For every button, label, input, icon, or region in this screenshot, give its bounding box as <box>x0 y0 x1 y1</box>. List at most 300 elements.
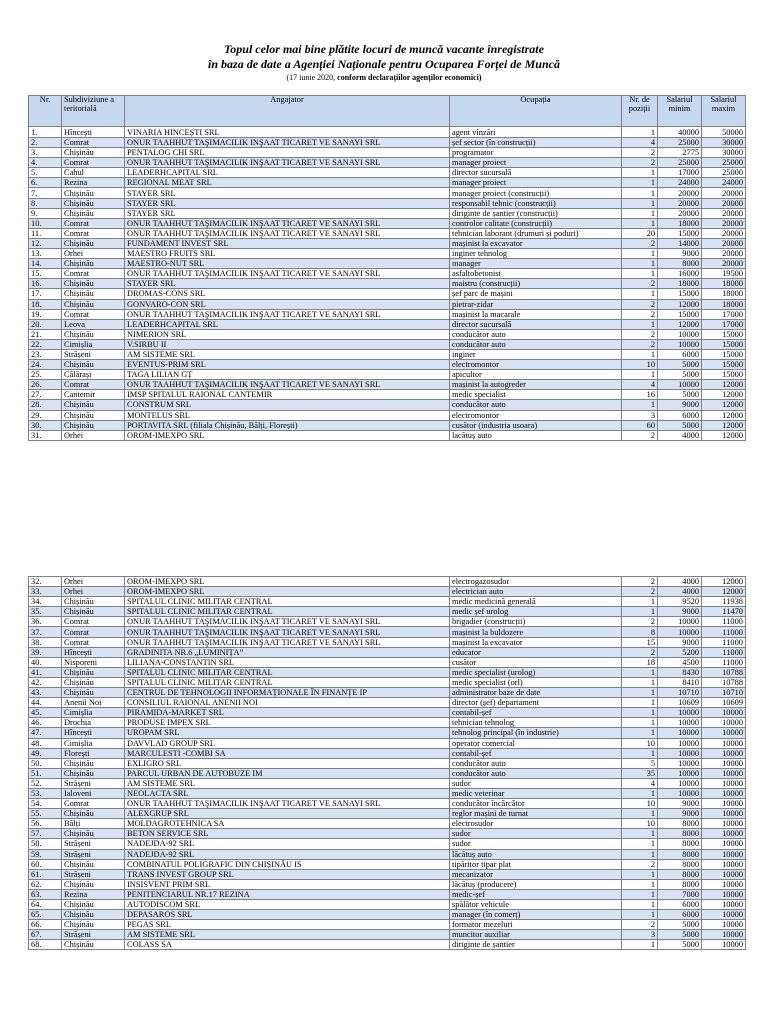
cell-ocupatia: electrosudor <box>450 819 622 829</box>
cell-pozitii: 1 <box>622 849 658 859</box>
table-row <box>29 410 746 420</box>
cell-pozitii: 1 <box>622 879 658 889</box>
cell-nr: 67. <box>29 930 62 940</box>
table-row <box>29 637 746 647</box>
cell-subdiviziune: Comrat <box>62 637 125 647</box>
cell-ocupatia: lăcătuș auto <box>450 849 622 859</box>
cell-salariu-maxim: 10000 <box>702 728 746 738</box>
cell-nr: 39. <box>29 647 62 657</box>
cell-ocupatia: sudor <box>450 829 622 839</box>
cell-subdiviziune: Cimișlia <box>62 708 125 718</box>
table-row <box>29 370 746 380</box>
cell-salariu-maxim: 12000 <box>702 380 746 390</box>
cell-nr: 9. <box>29 208 62 218</box>
table-row <box>29 587 746 597</box>
cell-subdiviziune: Hîncești <box>62 647 125 657</box>
cell-subdiviziune: Călărași <box>62 370 125 380</box>
cell-subdiviziune: Comrat <box>62 799 125 809</box>
cell-salariu-maxim: 10000 <box>702 708 746 718</box>
cell-pozitii: 2 <box>622 238 658 248</box>
cell-subdiviziune: Orhei <box>62 430 125 440</box>
cell-ocupatia: manager proiect (construcții) <box>450 188 622 198</box>
cell-pozitii: 8 <box>622 627 658 637</box>
table-row <box>29 809 746 819</box>
table-row <box>29 778 746 788</box>
document-header <box>0 42 768 83</box>
cell-pozitii: 1 <box>622 597 658 607</box>
cell-ocupatia: mașinist la macarale <box>450 309 622 319</box>
cell-ocupatia: șef parc de mașini <box>450 289 622 299</box>
cell-ocupatia: manager (în comerț) <box>450 910 622 920</box>
cell-ocupatia: diriginte de șantier (construcții) <box>450 208 622 218</box>
col-header-ocupatia: Ocupația <box>450 96 622 127</box>
cell-ocupatia: medic medicină generală <box>450 597 622 607</box>
cell-nr: 30. <box>29 420 62 430</box>
cell-ocupatia: tehnolog principal (în industrie) <box>450 728 622 738</box>
cell-ocupatia: conducător auto <box>450 758 622 768</box>
cell-ocupatia: sudor <box>450 839 622 849</box>
cell-salariu-minim: 10609 <box>658 698 702 708</box>
cell-salariu-maxim: 15000 <box>702 349 746 359</box>
cell-salariu-maxim: 10000 <box>702 910 746 920</box>
cell-subdiviziune: Chișinău <box>62 688 125 698</box>
cell-salariu-maxim: 11000 <box>702 657 746 667</box>
cell-pozitii: 1 <box>622 809 658 819</box>
cell-ocupatia: cusător <box>450 657 622 667</box>
cell-subdiviziune: Chișinău <box>62 299 125 309</box>
cell-nr: 60. <box>29 859 62 869</box>
cell-salariu-maxim: 20000 <box>702 238 746 248</box>
cell-ocupatia: medic șef urolog <box>450 607 622 617</box>
cell-ocupatia: administrator baze de date <box>450 688 622 698</box>
cell-angajator: INSISVENT PRIM SRL <box>125 879 450 889</box>
table-row <box>29 677 746 687</box>
table-row <box>29 788 746 798</box>
cell-salariu-maxim: 10000 <box>702 819 746 829</box>
table-row <box>29 688 746 698</box>
cell-subdiviziune: Comrat <box>62 309 125 319</box>
cell-nr: 42. <box>29 677 62 687</box>
cell-ocupatia: electromontor <box>450 360 622 370</box>
cell-ocupatia: lacătuș auto <box>450 430 622 440</box>
cell-salariu-maxim: 17000 <box>702 309 746 319</box>
table-row <box>29 698 746 708</box>
cell-pozitii: 1 <box>622 269 658 279</box>
cell-nr: 6. <box>29 178 62 188</box>
cell-salariu-maxim: 12000 <box>702 587 746 597</box>
cell-salariu-minim: 5000 <box>658 940 702 950</box>
cell-nr: 49. <box>29 748 62 758</box>
table-row <box>29 657 746 667</box>
cell-angajator: PEGAS SRL <box>125 920 450 930</box>
cell-pozitii: 2 <box>622 309 658 319</box>
cell-pozitii: 2 <box>622 587 658 597</box>
cell-pozitii: 1 <box>622 249 658 259</box>
cell-ocupatia: lăcătuș (producere) <box>450 879 622 889</box>
cell-subdiviziune: Chișinău <box>62 279 125 289</box>
table-row <box>29 198 746 208</box>
table-row <box>29 869 746 879</box>
cell-salariu-minim: 4000 <box>658 587 702 597</box>
cell-ocupatia: muncitor auxiliar <box>450 930 622 940</box>
cell-salariu-maxim: 10000 <box>702 940 746 950</box>
cell-pozitii: 1 <box>622 829 658 839</box>
cell-nr: 15. <box>29 269 62 279</box>
cell-salariu-minim: 10000 <box>658 768 702 778</box>
cell-salariu-minim: 6000 <box>658 900 702 910</box>
cell-subdiviziune: Chișinău <box>62 289 125 299</box>
cell-subdiviziune: Orhei <box>62 249 125 259</box>
cell-pozitii: 10 <box>622 738 658 748</box>
cell-salariu-maxim: 10000 <box>702 799 746 809</box>
cell-subdiviziune: Chișinău <box>62 400 125 410</box>
cell-salariu-maxim: 20000 <box>702 228 746 238</box>
cell-salariu-minim: 8000 <box>658 819 702 829</box>
cell-salariu-maxim: 25000 <box>702 158 746 168</box>
cell-angajator: MONTELUS SRL <box>125 410 450 420</box>
cell-nr: 22. <box>29 339 62 349</box>
cell-salariu-minim: 9000 <box>658 799 702 809</box>
cell-angajator: IMSP SPITALUL RAIONAL CANTEMIR <box>125 390 450 400</box>
cell-salariu-maxim: 10000 <box>702 778 746 788</box>
cell-salariu-maxim: 11470 <box>702 607 746 617</box>
cell-pozitii: 2 <box>622 617 658 627</box>
cell-angajator: MARCULESTI -COMBI SA <box>125 748 450 758</box>
table-row <box>29 577 746 587</box>
cell-ocupatia: formator mezeluri <box>450 920 622 930</box>
cell-pozitii: 1 <box>622 168 658 178</box>
cell-salariu-maxim: 20000 <box>702 198 746 208</box>
cell-ocupatia: mecanizator <box>450 869 622 879</box>
cell-salariu-maxim: 25000 <box>702 168 746 178</box>
table-row <box>29 339 746 349</box>
cell-nr: 50. <box>29 758 62 768</box>
cell-angajator: PRODUSE IMPEX SRL <box>125 718 450 728</box>
table-row <box>29 299 746 309</box>
cell-subdiviziune: Chișinău <box>62 900 125 910</box>
cell-subdiviziune: Chișinău <box>62 259 125 269</box>
cell-salariu-minim: 8410 <box>658 677 702 687</box>
table-row <box>29 859 746 869</box>
cell-salariu-minim: 4500 <box>658 657 702 667</box>
table-row <box>29 420 746 430</box>
cell-salariu-maxim: 10000 <box>702 859 746 869</box>
table-row <box>29 360 746 370</box>
cell-subdiviziune: Orhei <box>62 577 125 587</box>
cell-angajator: REGIONAL MEAT SRL <box>125 178 450 188</box>
table-row <box>29 708 746 718</box>
cell-subdiviziune: Comrat <box>62 158 125 168</box>
cell-salariu-minim: 18000 <box>658 218 702 228</box>
cell-salariu-minim: 10000 <box>658 617 702 627</box>
cell-salariu-minim: 10000 <box>658 339 702 349</box>
cell-salariu-maxim: 11000 <box>702 647 746 657</box>
cell-nr: 28. <box>29 400 62 410</box>
table-row <box>29 667 746 677</box>
cell-ocupatia: tipăritor tipar plat <box>450 859 622 869</box>
cell-ocupatia: asfaltobetonist <box>450 269 622 279</box>
cell-ocupatia: diriginte de șantier <box>450 940 622 950</box>
cell-pozitii: 4 <box>622 380 658 390</box>
cell-ocupatia: contabil-șef <box>450 708 622 718</box>
cell-ocupatia: apicultor <box>450 370 622 380</box>
cell-salariu-minim: 9000 <box>658 607 702 617</box>
cell-ocupatia: controlor calitate (construcții) <box>450 218 622 228</box>
cell-ocupatia: electromontor <box>450 410 622 420</box>
cell-nr: 59. <box>29 849 62 859</box>
cell-ocupatia: medic veterinar <box>450 788 622 798</box>
cell-pozitii: 1 <box>622 788 658 798</box>
cell-subdiviziune: Chișinău <box>62 607 125 617</box>
cell-subdiviziune: Hîncești <box>62 728 125 738</box>
cell-salariu-maxim: 15000 <box>702 370 746 380</box>
cell-angajator: SPITALUL CLINIC MILITAR CENTRAL <box>125 667 450 677</box>
cell-nr: 48. <box>29 738 62 748</box>
cell-nr: 44. <box>29 698 62 708</box>
cell-salariu-maxim: 10000 <box>702 879 746 889</box>
table-row <box>29 329 746 339</box>
cell-subdiviziune: Anenii Noi <box>62 698 125 708</box>
cell-salariu-maxim: 50000 <box>702 127 746 138</box>
cell-pozitii: 1 <box>622 400 658 410</box>
cell-subdiviziune: Comrat <box>62 617 125 627</box>
cell-salariu-maxim: 12000 <box>702 390 746 400</box>
col-header-salariu-maxim: Salariul maxim <box>702 96 746 127</box>
cell-nr: 56. <box>29 819 62 829</box>
cell-nr: 32. <box>29 577 62 587</box>
table-row <box>29 127 746 138</box>
table-row <box>29 718 746 728</box>
cell-ocupatia: programator <box>450 148 622 158</box>
table-row <box>29 930 746 940</box>
cell-salariu-maxim: 10000 <box>702 900 746 910</box>
cell-pozitii: 3 <box>622 410 658 420</box>
cell-nr: 29. <box>29 410 62 420</box>
cell-pozitii: 16 <box>622 390 658 400</box>
cell-nr: 27. <box>29 390 62 400</box>
cell-salariu-minim: 16000 <box>658 269 702 279</box>
cell-subdiviziune: Chișinău <box>62 910 125 920</box>
cell-pozitii: 18 <box>622 657 658 667</box>
jobs-table-part-2 <box>28 576 746 950</box>
cell-angajator: FUNDAMENT INVEST SRL <box>125 238 450 248</box>
table-row <box>29 148 746 158</box>
table-row <box>29 617 746 627</box>
table-row <box>29 627 746 637</box>
cell-ocupatia: mașinist la autogreder <box>450 380 622 390</box>
cell-ocupatia: mașinist la excavator <box>450 637 622 647</box>
cell-angajator: ONUR TAAHHUT TAŞIMACILIK INŞAAT TICARET VE SANAYI SRL <box>125 158 450 168</box>
table-row <box>29 289 746 299</box>
cell-salariu-minim: 2775 <box>658 148 702 158</box>
cell-salariu-minim: 40000 <box>658 127 702 138</box>
cell-angajator: TRANS INVEST GROUP SRL <box>125 869 450 879</box>
cell-nr: 33. <box>29 587 62 597</box>
cell-angajator: AM SISTEME SRL <box>125 349 450 359</box>
cell-pozitii: 2 <box>622 339 658 349</box>
cell-ocupatia: pietrar-zidar <box>450 299 622 309</box>
cell-nr: 10. <box>29 218 62 228</box>
table-row <box>29 940 746 950</box>
cell-angajator: STAYER SRL <box>125 279 450 289</box>
cell-salariu-maxim: 20000 <box>702 249 746 259</box>
cell-pozitii: 3 <box>622 930 658 940</box>
cell-salariu-maxim: 30000 <box>702 148 746 158</box>
table-header-row <box>29 96 746 127</box>
table-row <box>29 218 746 228</box>
cell-ocupatia: electrician auto <box>450 587 622 597</box>
cell-salariu-maxim: 10000 <box>702 718 746 728</box>
cell-salariu-minim: 4000 <box>658 577 702 587</box>
cell-pozitii: 2 <box>622 647 658 657</box>
cell-subdiviziune: Strășeni <box>62 349 125 359</box>
cell-salariu-maxim: 11938 <box>702 597 746 607</box>
cell-subdiviziune: Comrat <box>62 627 125 637</box>
cell-angajator: OROM-IMEXPO SRL <box>125 430 450 440</box>
cell-subdiviziune: Hîncești <box>62 127 125 138</box>
cell-pozitii: 1 <box>622 607 658 617</box>
table-row <box>29 259 746 269</box>
cell-salariu-minim: 20000 <box>658 198 702 208</box>
table-row <box>29 208 746 218</box>
cell-nr: 35. <box>29 607 62 617</box>
cell-salariu-minim: 12000 <box>658 299 702 309</box>
cell-angajator: OROM-IMEXPO SRL <box>125 577 450 587</box>
cell-angajator: COLASS SA <box>125 940 450 950</box>
cell-pozitii: 35 <box>622 768 658 778</box>
cell-salariu-maxim: 20000 <box>702 208 746 218</box>
cell-salariu-maxim: 12000 <box>702 410 746 420</box>
cell-pozitii: 2 <box>622 920 658 930</box>
cell-salariu-maxim: 10000 <box>702 829 746 839</box>
cell-nr: 65. <box>29 910 62 920</box>
cell-nr: 36. <box>29 617 62 627</box>
subtitle-source: conform declarațiilor agenților economici) <box>337 73 482 82</box>
cell-nr: 25. <box>29 370 62 380</box>
col-header-nr: Nr. <box>29 96 62 127</box>
cell-subdiviziune: Strășeni <box>62 869 125 879</box>
cell-nr: 53. <box>29 788 62 798</box>
table-row <box>29 607 746 617</box>
cell-ocupatia: educator <box>450 647 622 657</box>
cell-subdiviziune: Strășeni <box>62 930 125 940</box>
cell-angajator: PENTALOG CHI SRL <box>125 148 450 158</box>
cell-subdiviziune: Chișinău <box>62 667 125 677</box>
cell-salariu-maxim: 20000 <box>702 218 746 228</box>
cell-salariu-minim: 10000 <box>658 728 702 738</box>
cell-ocupatia: spălător vehicule <box>450 900 622 910</box>
cell-angajator: OROM-IMEXPO SRL <box>125 587 450 597</box>
cell-angajator: LEADERHCAPITAL SRL <box>125 319 450 329</box>
cell-nr: 18. <box>29 299 62 309</box>
table-row <box>29 900 746 910</box>
cell-pozitii: 5 <box>622 758 658 768</box>
table-row <box>29 158 746 168</box>
table-row <box>29 400 746 410</box>
cell-angajator: SPITALUL CLINIC MILITAR CENTRAL <box>125 597 450 607</box>
cell-salariu-maxim: 30000 <box>702 138 746 148</box>
cell-ocupatia: inginer tehnolog <box>450 249 622 259</box>
table-row <box>29 178 746 188</box>
cell-salariu-maxim: 10788 <box>702 667 746 677</box>
cell-ocupatia: cusător (industria usoara) <box>450 420 622 430</box>
cell-pozitii: 1 <box>622 718 658 728</box>
cell-ocupatia: tehnician laborant (drumuri și poduri) <box>450 228 622 238</box>
cell-ocupatia: responsabil tehnic (construcții) <box>450 198 622 208</box>
cell-salariu-maxim: 10000 <box>702 849 746 859</box>
cell-angajator: ONUR TAAHHUT TAŞIMACILIK INŞAAT TICARET VE SANAYI SRL <box>125 617 450 627</box>
table-row <box>29 768 746 778</box>
cell-pozitii: 1 <box>622 728 658 738</box>
cell-angajator: ONUR TAAHHUT TAŞIMACILIK INŞAAT TICARET VE SANAYI SRL <box>125 380 450 390</box>
cell-angajator: ALEXGRUP SRL <box>125 809 450 819</box>
cell-salariu-minim: 9000 <box>658 809 702 819</box>
table-row <box>29 647 746 657</box>
cell-subdiviziune: Strășeni <box>62 849 125 859</box>
table-row <box>29 168 746 178</box>
cell-pozitii: 1 <box>622 839 658 849</box>
cell-salariu-minim: 10710 <box>658 688 702 698</box>
cell-ocupatia: conducător auto <box>450 400 622 410</box>
cell-subdiviziune: Chișinău <box>62 597 125 607</box>
cell-angajator: LEADERHCAPITAL SRL <box>125 168 450 178</box>
cell-subdiviziune: Cahul <box>62 168 125 178</box>
cell-salariu-maxim: 17000 <box>702 319 746 329</box>
cell-pozitii: 2 <box>622 859 658 869</box>
cell-salariu-minim: 4000 <box>658 430 702 440</box>
table-row <box>29 849 746 859</box>
cell-salariu-maxim: 10000 <box>702 839 746 849</box>
cell-nr: 21. <box>29 329 62 339</box>
cell-salariu-maxim: 11000 <box>702 617 746 627</box>
cell-angajator: DEPASAROS SRL <box>125 910 450 920</box>
cell-ocupatia: manager proiect <box>450 178 622 188</box>
cell-nr: 52. <box>29 778 62 788</box>
cell-salariu-maxim: 10710 <box>702 688 746 698</box>
cell-salariu-minim: 5200 <box>658 647 702 657</box>
cell-pozitii: 4 <box>622 778 658 788</box>
cell-nr: 26. <box>29 380 62 390</box>
cell-salariu-minim: 10000 <box>658 380 702 390</box>
cell-salariu-minim: 15000 <box>658 228 702 238</box>
cell-pozitii: 10 <box>622 819 658 829</box>
subtitle <box>0 73 768 83</box>
cell-salariu-minim: 18000 <box>658 279 702 289</box>
cell-angajator: COMBINATUL POLIGRAFIC DIN CHIȘINĂU IS <box>125 859 450 869</box>
cell-salariu-minim: 10000 <box>658 788 702 798</box>
cell-angajator: PIRAMIDA-MARKET SRL <box>125 708 450 718</box>
cell-nr: 8. <box>29 198 62 208</box>
cell-salariu-minim: 17000 <box>658 168 702 178</box>
table-row <box>29 349 746 359</box>
cell-nr: 46. <box>29 718 62 728</box>
cell-nr: 64. <box>29 900 62 910</box>
cell-pozitii: 10 <box>622 799 658 809</box>
cell-angajator: MAESTRO-NUT SRL <box>125 259 450 269</box>
table-row <box>29 390 746 400</box>
cell-subdiviziune: Chișinău <box>62 829 125 839</box>
cell-nr: 20. <box>29 319 62 329</box>
cell-pozitii: 60 <box>622 420 658 430</box>
table-row <box>29 597 746 607</box>
cell-nr: 2. <box>29 138 62 148</box>
cell-salariu-minim: 10000 <box>658 778 702 788</box>
cell-subdiviziune: Chișinău <box>62 768 125 778</box>
cell-ocupatia: electrogazosudor <box>450 577 622 587</box>
cell-nr: 37. <box>29 627 62 637</box>
table-row <box>29 889 746 899</box>
cell-angajator: V.SIRBU II <box>125 339 450 349</box>
